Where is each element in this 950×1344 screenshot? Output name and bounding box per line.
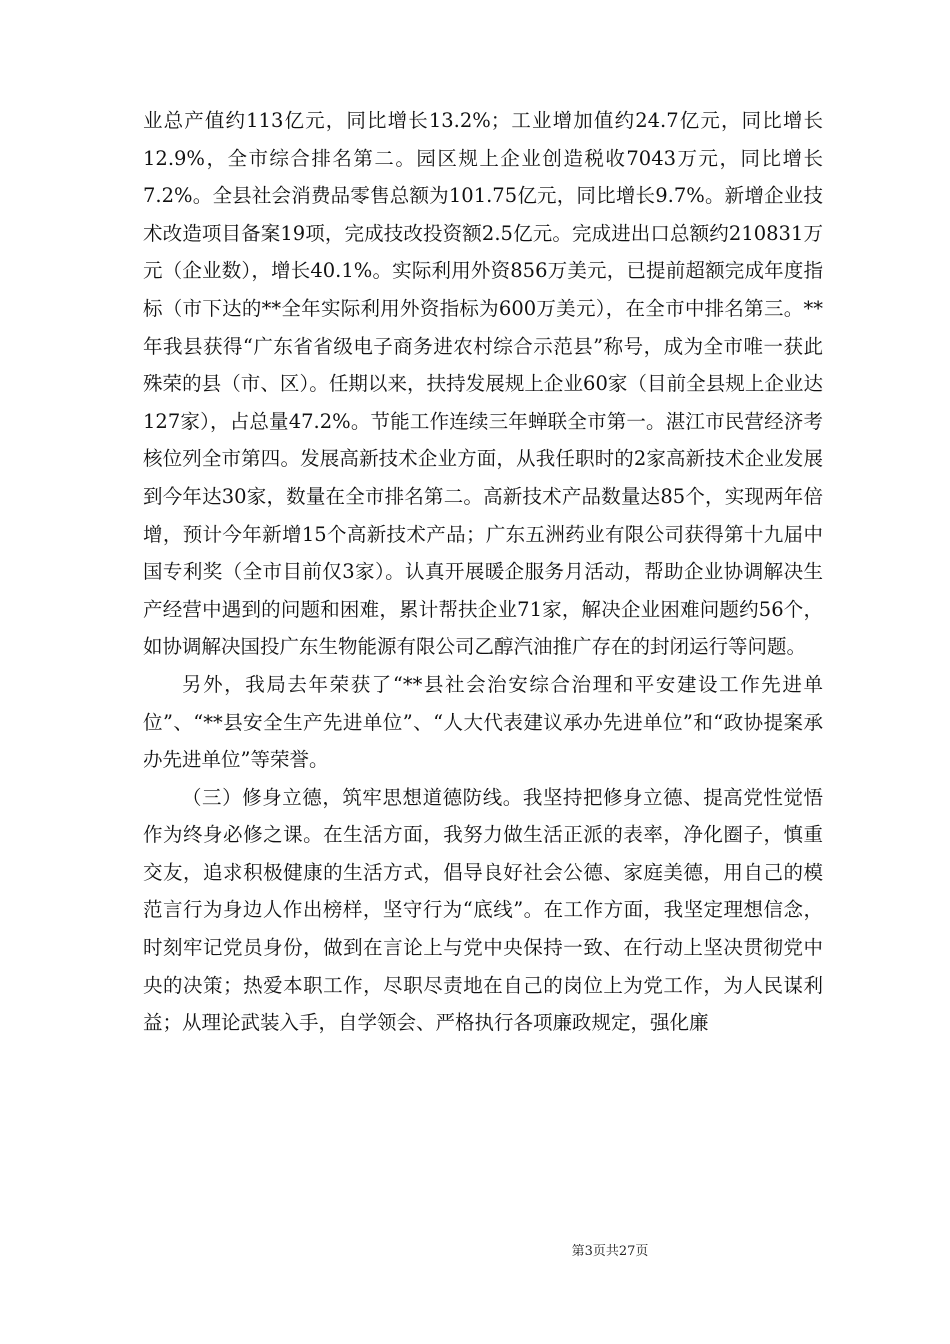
paragraph-economic-results: 业总产值约113亿元，同比增长13.2%；工业增加值约24.7亿元，同比增长12.9%，全市综合排名第二。园区规上企业创造税收7043万元，同比增长7.2%。全县社会消费品零售总额为101.75亿元，同比增长9.7%。新增企业技术改造项目备案19项，完成技改投资额2.5亿元。完成进出口总额约210831万元（企业数），增长40.1%。实际利用外资856万美元，已提前超额完成年度指标（市下达的**全年实际利用外资指标为600万美元），在全市中排名第三。**年我县获得“广东省省级电子商务进农村综合示范县”称号，成为全市唯一获此殊荣的县（市、区）。任期以来，扶持发展规上企业60家（目前全县规上企业达127家），占总量47.2%。节能工作连续三年蝉联全市第一。湛江市民营经济考核位列全市第四。发展高新技术企业方面，从我任职时的2家高新技术企业发展到今年达30家，数量在全市排名第二。高新技术产品数量达85个，实现两年倍增，预计今年新增15个高新技术产品；广东五洲药业有限公司获得第十九届中国专利奖（全市目前仅3家）。认真开展暖企服务月活动，帮助企业协调解决生产经营中遇到的问题和困难，累计帮扶企业71家，解决企业困难问题约56个，如协调解决国投广东生物能源有限公司乙醇汽油推广存在的封闭运行等问题。 <box>143 109 823 659</box>
paragraph-self-cultivation: （三）修身立德，筑牢思想道德防线。我坚持把修身立德、提高党性觉悟作为终身必修之课。在生活方面，我努力做生活正派的表率，净化圈子，慎重交友，追求积极健康的生活方式，倡导良好社会公德、家庭美德，用自己的模范言行为身边人作出榜样，坚守行为“底线”。在工作方面，我坚定理想信念，时刻牢记党员身份，做到在言论上与党中央保持一致、在行动上坚决贯彻党中央的决策；热爱本职工作，尽职尽责地在自己的岗位上为党工作，为人民谋利益；从理论武装入手，自学领会、严格执行各项廉政规定，强化廉 <box>143 785 823 1035</box>
document-body <box>143 102 823 1042</box>
page-number-footer: 第3页共27页 <box>571 1244 649 1259</box>
paragraph-honors: 另外，我局去年荣获了“**县社会治安综合治理和平安建设工作先进单位”、“**县安全生产先进单位”、“人大代表建议承办先进单位”和“政协提案承办先进单位”等荣誉。 <box>143 672 823 772</box>
